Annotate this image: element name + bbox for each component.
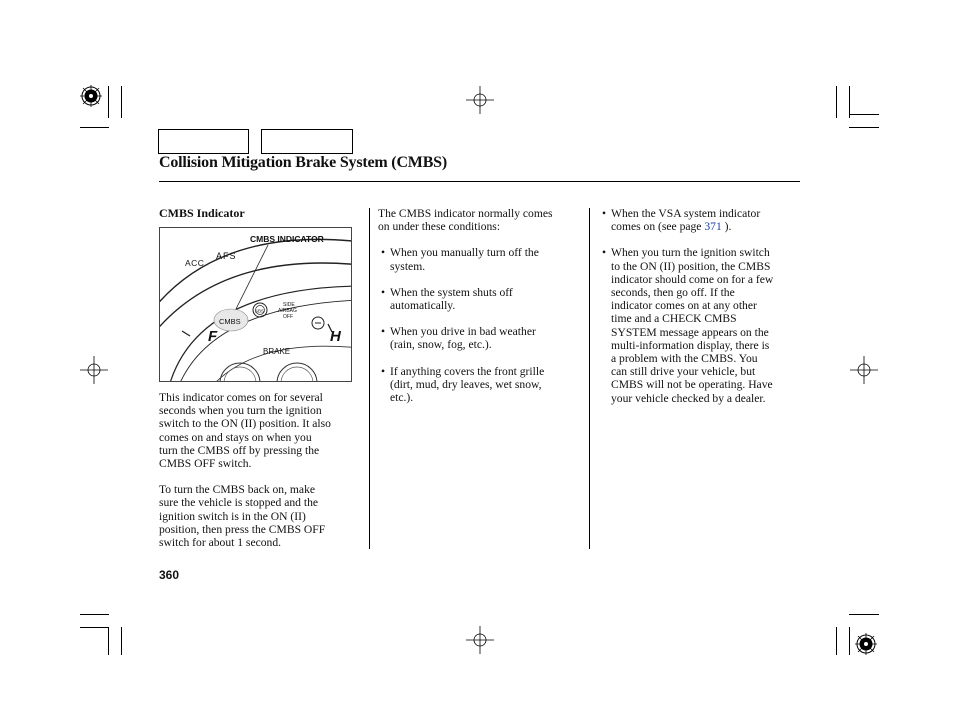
list-item: • When the system shuts off automatically. (381, 285, 513, 313)
svg-text:BRAKE: BRAKE (263, 347, 291, 356)
header-tab-left (158, 129, 249, 154)
svg-text:F: F (208, 328, 218, 345)
column-1-body (159, 391, 359, 549)
conditions-intro: The CMBS indicator normally comes on under these conditions: (378, 207, 553, 234)
registration-sunburst-icon (855, 633, 877, 655)
svg-text:CMBS: CMBS (219, 317, 241, 326)
cmbs-indicator-heading: CMBS Indicator (159, 206, 245, 220)
svg-text:AFS: AFS (216, 251, 237, 261)
page-number: 360 (159, 568, 180, 582)
registration-sunburst-icon (80, 85, 102, 107)
list-item: • When the VSA system indicator comes on (see page 371 ). (602, 207, 761, 234)
column-1 (159, 207, 359, 220)
header-tab-right (261, 129, 353, 154)
list-item: • If anything covers the front grille (dirt, mud, dry leaves, wet snow, etc.). (381, 364, 545, 405)
column-2 (378, 207, 583, 404)
turn-back-on-paragraph: To turn the CMBS back on, make sure the vehicle is stopped and the ignition switch is in the ON (II) position, then press the CMBS OFF switch for about 1 second. (159, 483, 326, 550)
cmbs-indicator-diagram (159, 227, 352, 382)
svg-text:OFF: OFF (283, 314, 293, 320)
svg-text:ACC: ACC (185, 258, 205, 268)
diagram-callout-label: CMBS INDICATOR (250, 234, 324, 244)
indicator-description-paragraph: This indicator comes on for several seconds when you turn the ignition switch to the ON (II) position. It also comes on and stays on when you turn the CMBS off by pressing the CMBS OFF switch. (159, 391, 331, 471)
page-371-link[interactable]: 371 (704, 220, 722, 234)
engine-warning-icon (312, 317, 324, 329)
svg-text:ABS: ABS (255, 308, 265, 314)
svg-text:H: H (330, 328, 341, 345)
column-divider (369, 208, 370, 549)
section-title: Collision Mitigation Brake System (CMBS) (159, 154, 447, 171)
list-item: • When you drive in bad weather (rain, snow, fog, etc.). (381, 325, 536, 352)
svg-text:SIDE: SIDE (283, 302, 295, 308)
list-item: • When you turn the ignition switch to the ON (II) position, the CMBS indicator should come on for a few seconds, then go off. If the indicator comes on at any other time and a CHECK CMBS SYSTEM message appears on the multi-information display, there is a problem with the CMBS. You can still drive your vehicle, but CMBS will not be operating. Have your vehicle checked by a dealer. (602, 246, 774, 405)
column-divider (589, 208, 590, 549)
column-3 (599, 207, 804, 405)
title-rule (159, 181, 800, 182)
svg-text:AIRBAG: AIRBAG (278, 308, 297, 314)
list-item: • When you manually turn off the system. (381, 246, 539, 273)
